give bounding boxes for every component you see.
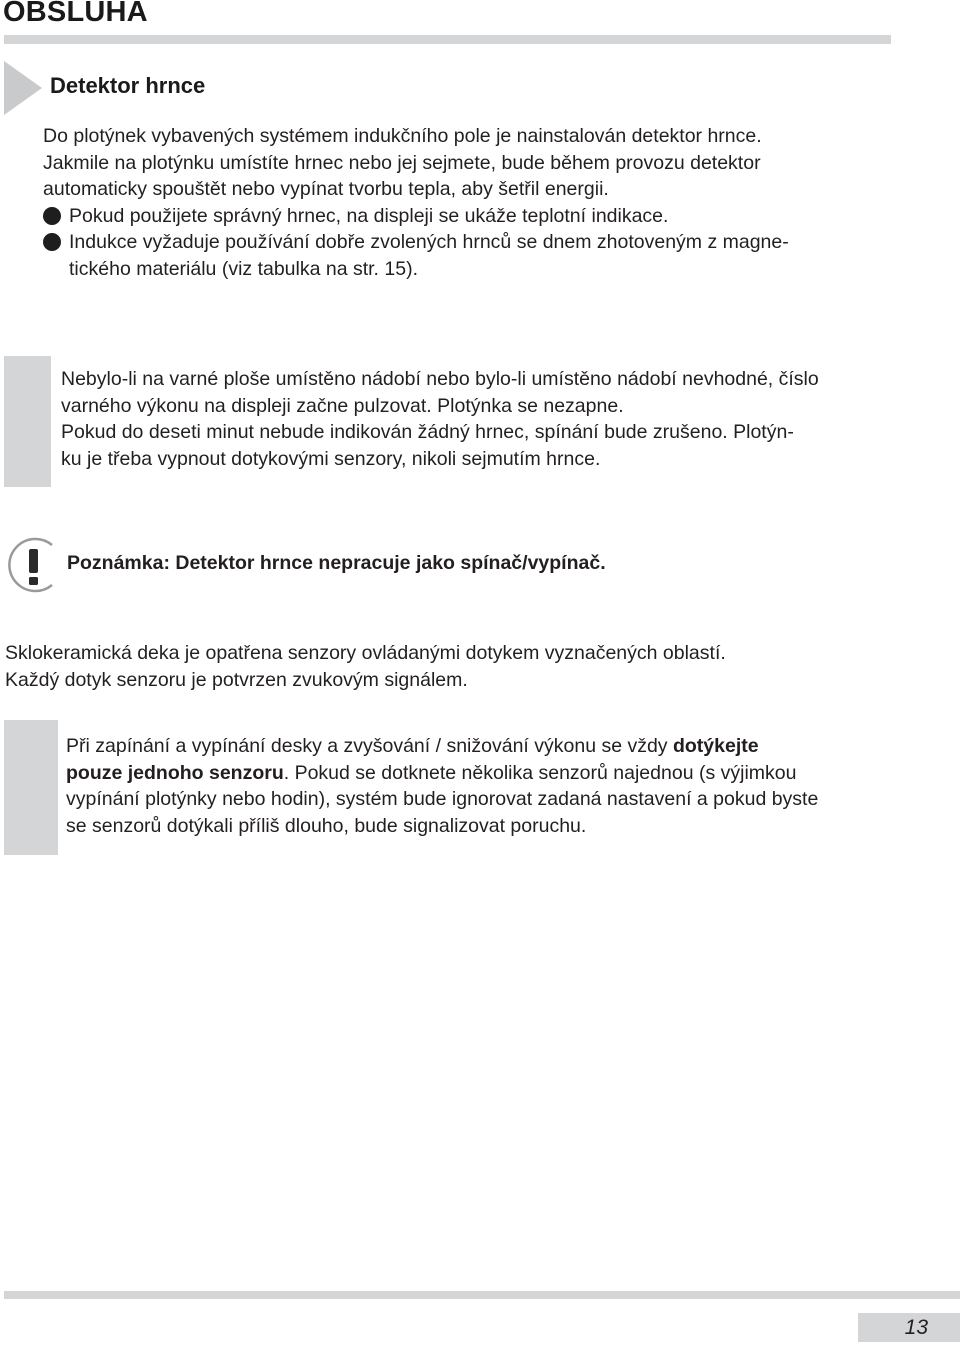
intro-line: Do plotýnek vybavených systémem indukčního pole je nainstalován detektor hrnce. <box>43 125 762 147</box>
sensor-line: Sklokeramická deka je opatřena senzory ovládanými dotykem vyznačených oblastí. <box>5 642 726 664</box>
intro-paragraph <box>43 123 891 282</box>
info-bold-text: dotýkejte <box>672 735 759 757</box>
exclamation-icon <box>6 535 62 595</box>
info-line: Nebylo-li na varné ploše umístěno nádobí nebo bylo-li umístěno nádobí nevhodné, číslo <box>61 368 819 390</box>
info-bold-text: pouze jednoho senzoru <box>66 761 284 784</box>
bullet-text: Indukce vyžaduje používání dobře zvolených hrnců se dnem zhotoveným z magne- <box>69 231 789 253</box>
sensor-line: Každý dotyk senzoru je potvrzen zvukovým signálem. <box>5 668 468 691</box>
info-line <box>66 760 891 787</box>
note-bar-1 <box>4 356 51 487</box>
sensor-paragraph <box>5 640 885 693</box>
section-arrow-icon <box>4 61 42 115</box>
bullet-item <box>43 229 891 282</box>
note-bar-2 <box>4 720 58 855</box>
info-text: . Pokud se dotknete několika senzorů najednou (s výjimkou <box>283 761 797 784</box>
page-header: OBSLUHA <box>3 0 148 28</box>
info-line <box>66 733 891 760</box>
bullet-dot-icon <box>43 207 61 225</box>
bullet-item <box>43 203 891 230</box>
info-text: Při zapínání a vypínání desky a zvyšování / snižování výkonu se vždy <box>66 735 673 757</box>
bullet-text: Pokud použijete správný hrnec, na displeji se ukáže teplotní indikace. <box>69 204 669 227</box>
intro-line: automaticky spouštět nebo vypínat tvorbu tepla, aby šetřil energii. <box>43 178 609 200</box>
info-box-1 <box>61 366 893 472</box>
intro-line: Jakmile na plotýnku umístíte hrnec nebo jej sejmete, bude během provozu detektor <box>43 151 761 174</box>
warning-note: Poznámka: Detektor hrnce nepracuje jako spínač/vypínač. <box>67 552 606 574</box>
info-line: ku je třeba vypnout dotykovými senzory, nikoli sejmutím hrnce. <box>61 447 601 470</box>
info-line: Pokud do deseti minut nebude indikován žádný hrnec, spínání bude zrušeno. Plotýn- <box>61 421 794 443</box>
info-line: se senzorů dotýkali příliš dlouho, bude signalizovat poruchu. <box>66 814 587 837</box>
bullet-text: tického materiálu (viz tabulka na str. 15). <box>69 257 418 280</box>
page-number-box <box>858 1313 960 1342</box>
footer-rule <box>4 1291 960 1299</box>
section-title: Detektor hrnce <box>50 73 206 98</box>
info-line: vypínání plotýnky nebo hodin), systém bude ignorovat zadaná nastavení a pokud byste <box>66 788 819 810</box>
bullet-dot-icon <box>43 233 61 251</box>
info-line: varného výkonu na displeji začne pulzovat. Plotýnka se nezapne. <box>61 394 624 417</box>
header-rule <box>4 35 891 44</box>
info-box-2 <box>66 733 891 839</box>
page-number: 13 <box>904 1316 928 1339</box>
